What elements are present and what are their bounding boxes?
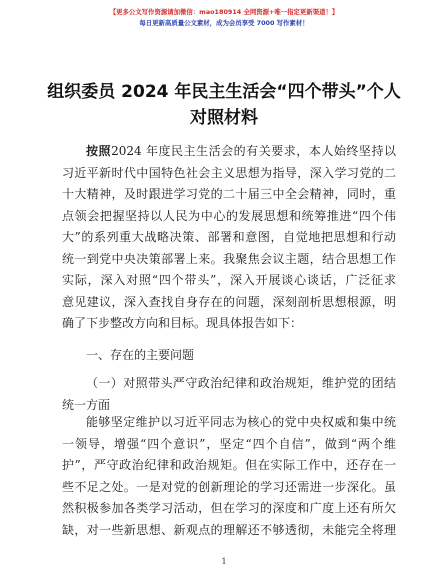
body-line: 些不足之处。一是对党的创新理论的学习还需进一步深化。虽: [62, 479, 396, 494]
body-paragraph: [62, 412, 396, 541]
intro-line: 点领会把握坚持以人民为中心的发展思想和统筹推进“四个伟: [62, 208, 396, 223]
body-line: 然积极参加各类学习活动，但在学习的深度和广度上还有所欠: [62, 501, 396, 515]
intro-line: 实际，深入对照“四个带头”，深入开展谈心谈话，广泛征求: [62, 273, 396, 287]
body-line: 能够坚定维护以习近平同志为核心的党中央权威和集中统: [86, 415, 396, 429]
promo-banner-line-1: 【更多公文写作资源请加微信：mao180914 全网资源+唯一指定更新渠道！】: [109, 8, 339, 16]
intro-line: 习近平新时代中国特色社会主义思想为指导，深入学习党的二: [62, 165, 396, 180]
subsection-1-heading-line: 统一方面: [62, 397, 111, 412]
intro-line: 大”的系列重大战略决策、部署和意图，自觉地把思想和行动: [62, 230, 396, 244]
intro-line: 意见建议，深入查找自身存在的问题，深刻剖析思想根源，明: [62, 294, 396, 309]
section-1-heading: 一、存在的主要问题: [86, 348, 195, 362]
intro-line: 确了下步整改方向和目标。现具体报告如下：: [62, 316, 303, 330]
intro-lead: 按照: [86, 144, 112, 158]
body-line: 缺，对一些新思想、新观点的理解还不够透彻，未能完全将理: [62, 522, 396, 537]
intro-paragraph: [62, 141, 396, 335]
intro-line: [62, 141, 396, 163]
subsection-1-heading-line: （一）对照带头严守政治纪律和政治规矩，维护党的团结: [86, 376, 396, 390]
body-line: 护”，严守政治纪律和政治规矩。但在实际工作中，还存在一: [62, 458, 396, 472]
subsection-heading: [62, 373, 396, 416]
document-title-line-2: 对照材料: [190, 108, 258, 128]
page-number: 1: [221, 557, 227, 566]
intro-line-text: 2024 年度民主生活会的有关要求，本人始终坚持以: [111, 144, 396, 158]
promo-banner-line-2: 每日更新高质量公文素材，成为会员享受 7000 写作素材！: [139, 19, 309, 27]
intro-line: 十大精神，及时跟进学习党的二十届三中全会精神，同时，重: [62, 187, 396, 201]
document-title-line-1: 组织委员 2024 年民主生活会“四个带头”个人: [47, 82, 401, 102]
section-heading: [62, 345, 396, 367]
body-line: 一领导，增强“四个意识”，坚定“四个自信”，做到“两个维: [62, 436, 396, 451]
intro-line: 统一到党中央决策部署上来。我聚焦会议主题，结合思想工作: [62, 251, 396, 266]
